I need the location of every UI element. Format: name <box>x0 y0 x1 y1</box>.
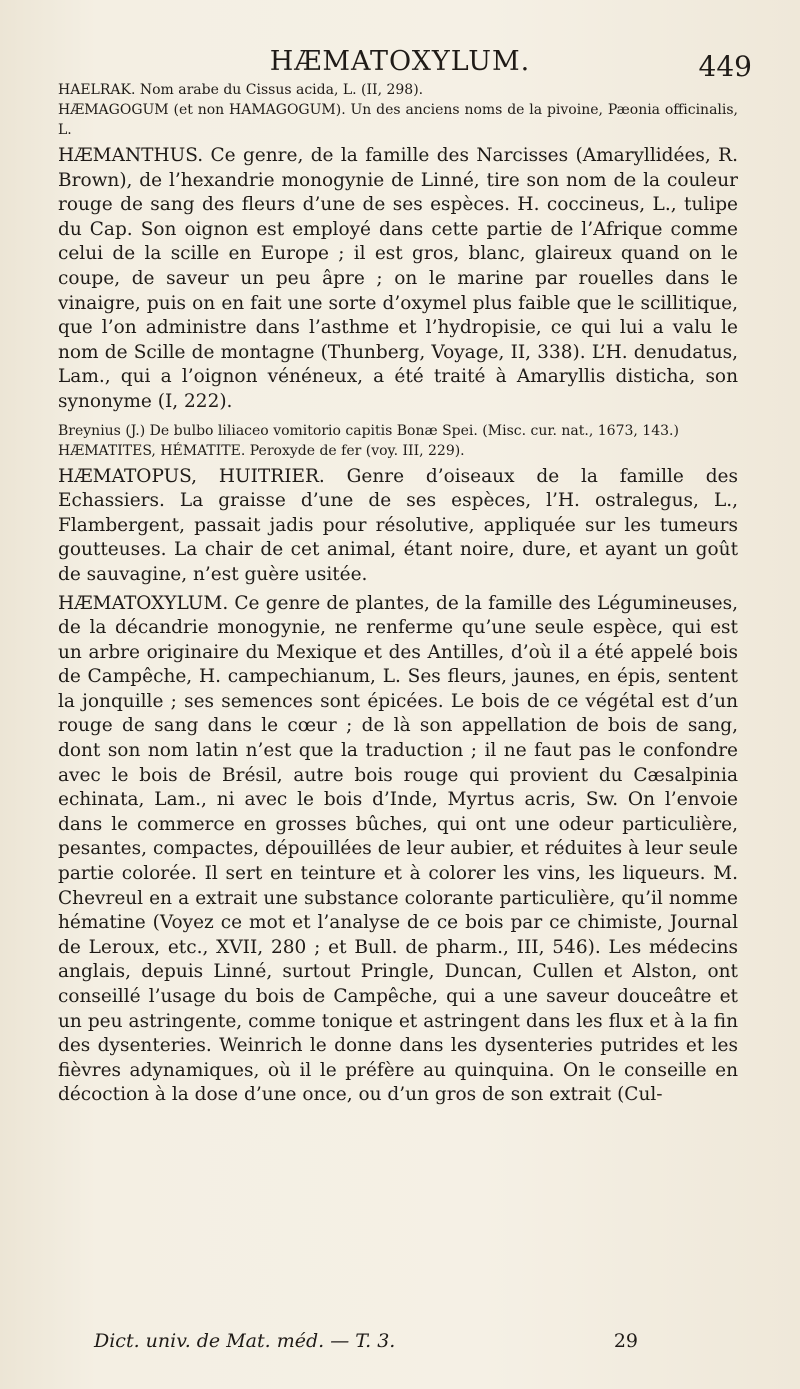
signature-number: 29 <box>613 1330 638 1352</box>
page-number: 449 <box>698 50 752 83</box>
entry-haematites: HÆMATITES, HÉMATITE. Peroxyde de fer (voy. III, 229). <box>58 442 465 459</box>
entry-haemanthus: HÆMANTHUS. Ce genre, de la famille des Narcisses (Amaryllidées, R. Brown), de l’hexandrie monogynie de Linné, tire son nom de la couleur rouge de sang des fleurs d’une de ses espèces. H. coccineus, L., tulipe du Cap. Son oignon est employé dans cette partie de l’Afrique comme celui de la scille en Europe ; il est gros, blanc, glaireux quand on le coupe, de saveur un peu âpre ; on le marine par rouelles dans le vinaigre, puis on en fait une sorte d’oxymel plus faible que le scillitique, que l’on administre dans l’asthme et l’hydropisie, ce qui lui a valu le nom de Scille de montagne (Thunberg, Voyage, II, 338). L’H. denudatus, Lam., qui a l’oignon vénéneux, a été traité à Amaryllis disticha, son synonyme (I, 222). <box>58 145 738 412</box>
entry-haematoxylum: HÆMATOXYLUM. Ce genre de plantes, de la famille des Légumineuses, de la décandrie monogynie, ne renferme qu’une seule espèce, qui est un arbre originaire du Mexique et des Antilles, d’où il a été appelé bois de Campêche, H. campechianum, L. Ses fleurs, jaunes, en épis, sentent la jonquille ; ses semences sont épicées. Le bois de ce végétal est d’un rouge de sang dans le cœur ; de là son appellation de bois de sang, dont son nom latin n’est que la traduction ; il ne faut pas le confondre avec le bois de Brésil, autre bois rouge qui provient du Cæsalpinia echinata, Lam., ni avec le bois d’Inde, Myrtus acris, Sw. On l’envoie dans le commerce en grosses bûches, qui ont une odeur particulière, pesantes, compactes, dépouillées de leur aubier, et réduites à leur seule partie colorée. Il sert en teinture et à colorer les vins, les liqueurs. M. Chevreul en a extrait une substance colorante particulière, qu’il nomme hématine (Voyez ce mot et l’analyse de ce bois par ce chimiste, Journal de Leroux, etc., XVII, 280 ; et Bull. de pharm., III, 546). Les médecins anglais, depuis Linné, surtout Pringle, Duncan, Cullen et Alston, ont conseillé l’usage du bois de Campêche, qui a une saveur douceâtre et un peu astringente, comme tonique et astringent dans les flux et à la fin des dysenteries. Weinrich le donne dans les dysenteries putrides et les fièvres adynamiques, où il le préfère au quinquina. On le conseille en décoction à la dose d’une once, ou d’un gros de son extrait (Cul- <box>58 592 738 1106</box>
signature-line: Dict. univ. de Mat. méd. — T. 3. <box>94 1330 396 1352</box>
page-body <box>58 80 738 1108</box>
entry-haematopus: HÆMATOPUS, HUITRIER. Genre d’oiseaux de la famille des Echassiers. La graisse d’une de ses espèces, l’H. ostralegus, L., Flambergent, passait jadis pour résolutive, appliquée sur les tumeurs goutteuses. La chair de cet animal, étant noire, dure, et ayant un goût de sauvagine, n’est guère usitée. <box>58 465 738 585</box>
page-footer <box>58 1330 738 1360</box>
reference-breynius: Breynius (J.) De bulbo liliaceo vomitorio capitis Bonæ Spei. (Misc. cur. nat., 1673, 143.) <box>58 422 679 439</box>
entry-haelrak: HAELRAK. Nom arabe du Cissus acida, L. (II, 298). <box>58 82 424 98</box>
entry-haemagogum: HÆMAGOGUM (et non HAMAGOGUM). Un des anciens noms de la pivoine, Pæonia officinalis, L. <box>58 102 738 138</box>
running-head: HÆMATOXYLUM. <box>269 46 531 77</box>
